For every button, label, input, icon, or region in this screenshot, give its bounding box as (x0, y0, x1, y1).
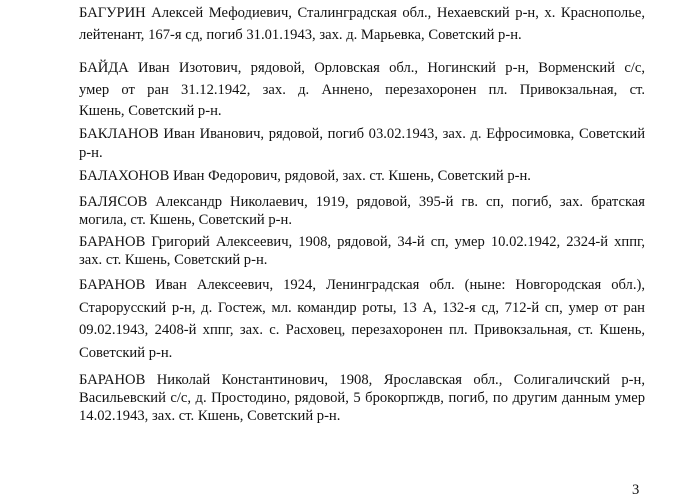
record-line: БАРАНОВ Николай Константинович, 1908, Ярославская обл., Солигаличский р-н, (79, 372, 645, 388)
record-line: 09.02.1943, 2408-й хппг, зах. с. Расховец, перезахоронен пл. Привокзальная, ст. Кшень, (79, 322, 645, 338)
record-line: р-н. (79, 145, 103, 161)
record-line: БАЙДА Иван Изотович, рядовой, Орловская обл., Ногинский р-н, Ворменский с/с, (79, 60, 645, 76)
record-line: зах. ст. Кшень, Советский р-н. (79, 252, 268, 268)
record-line: умер от ран 31.12.1942, зах. д. Аннено, перезахоронен пл. Привокзальная, ст. (79, 82, 645, 98)
record-line: Советский р-н. (79, 345, 173, 361)
page-number: 3 (632, 482, 640, 498)
record-line: БАГУРИН Алексей Мефодиевич, Сталинградская обл., Нехаевский р-н, х. Краснополье, (79, 5, 645, 21)
record-line: БАЛАХОНОВ Иван Федорович, рядовой, зах. ст. Кшень, Советский р-н. (79, 168, 531, 184)
record-line: Васильевский с/с, д. Простодино, рядовой, 5 брокорпждв, погиб, по другим данным умер (79, 390, 645, 406)
record-line: БАЛЯСОВ Александр Николаевич, 1919, рядовой, 395-й гв. сп, погиб, зах. братская (79, 194, 645, 210)
record-line: 14.02.1943, зах. ст. Кшень, Советский р-н. (79, 408, 341, 424)
record-line: БАРАНОВ Иван Алексеевич, 1924, Ленинградская обл. (ныне: Новгородская обл.), (79, 277, 645, 293)
record-line: БАРАНОВ Григорий Алексеевич, 1908, рядовой, 34-й сп, умер 10.02.1942, 2324-й хппг, (79, 234, 645, 250)
record-line: Старорусский р-н, д. Гостеж, мл. командир роты, 13 А, 132-я сд, 712-й сп, умер от ран (79, 300, 645, 316)
record-line: Кшень, Советский р-н. (79, 103, 222, 119)
record-line: БАКЛАНОВ Иван Иванович, рядовой, погиб 03.02.1943, зах. д. Ефросимовка, Советский (79, 126, 645, 142)
record-line: лейтенант, 167-я сд, погиб 31.01.1943, зах. д. Марьевка, Советский р-н. (79, 27, 522, 43)
record-line: могила, ст. Кшень, Советский р-н. (79, 212, 292, 228)
